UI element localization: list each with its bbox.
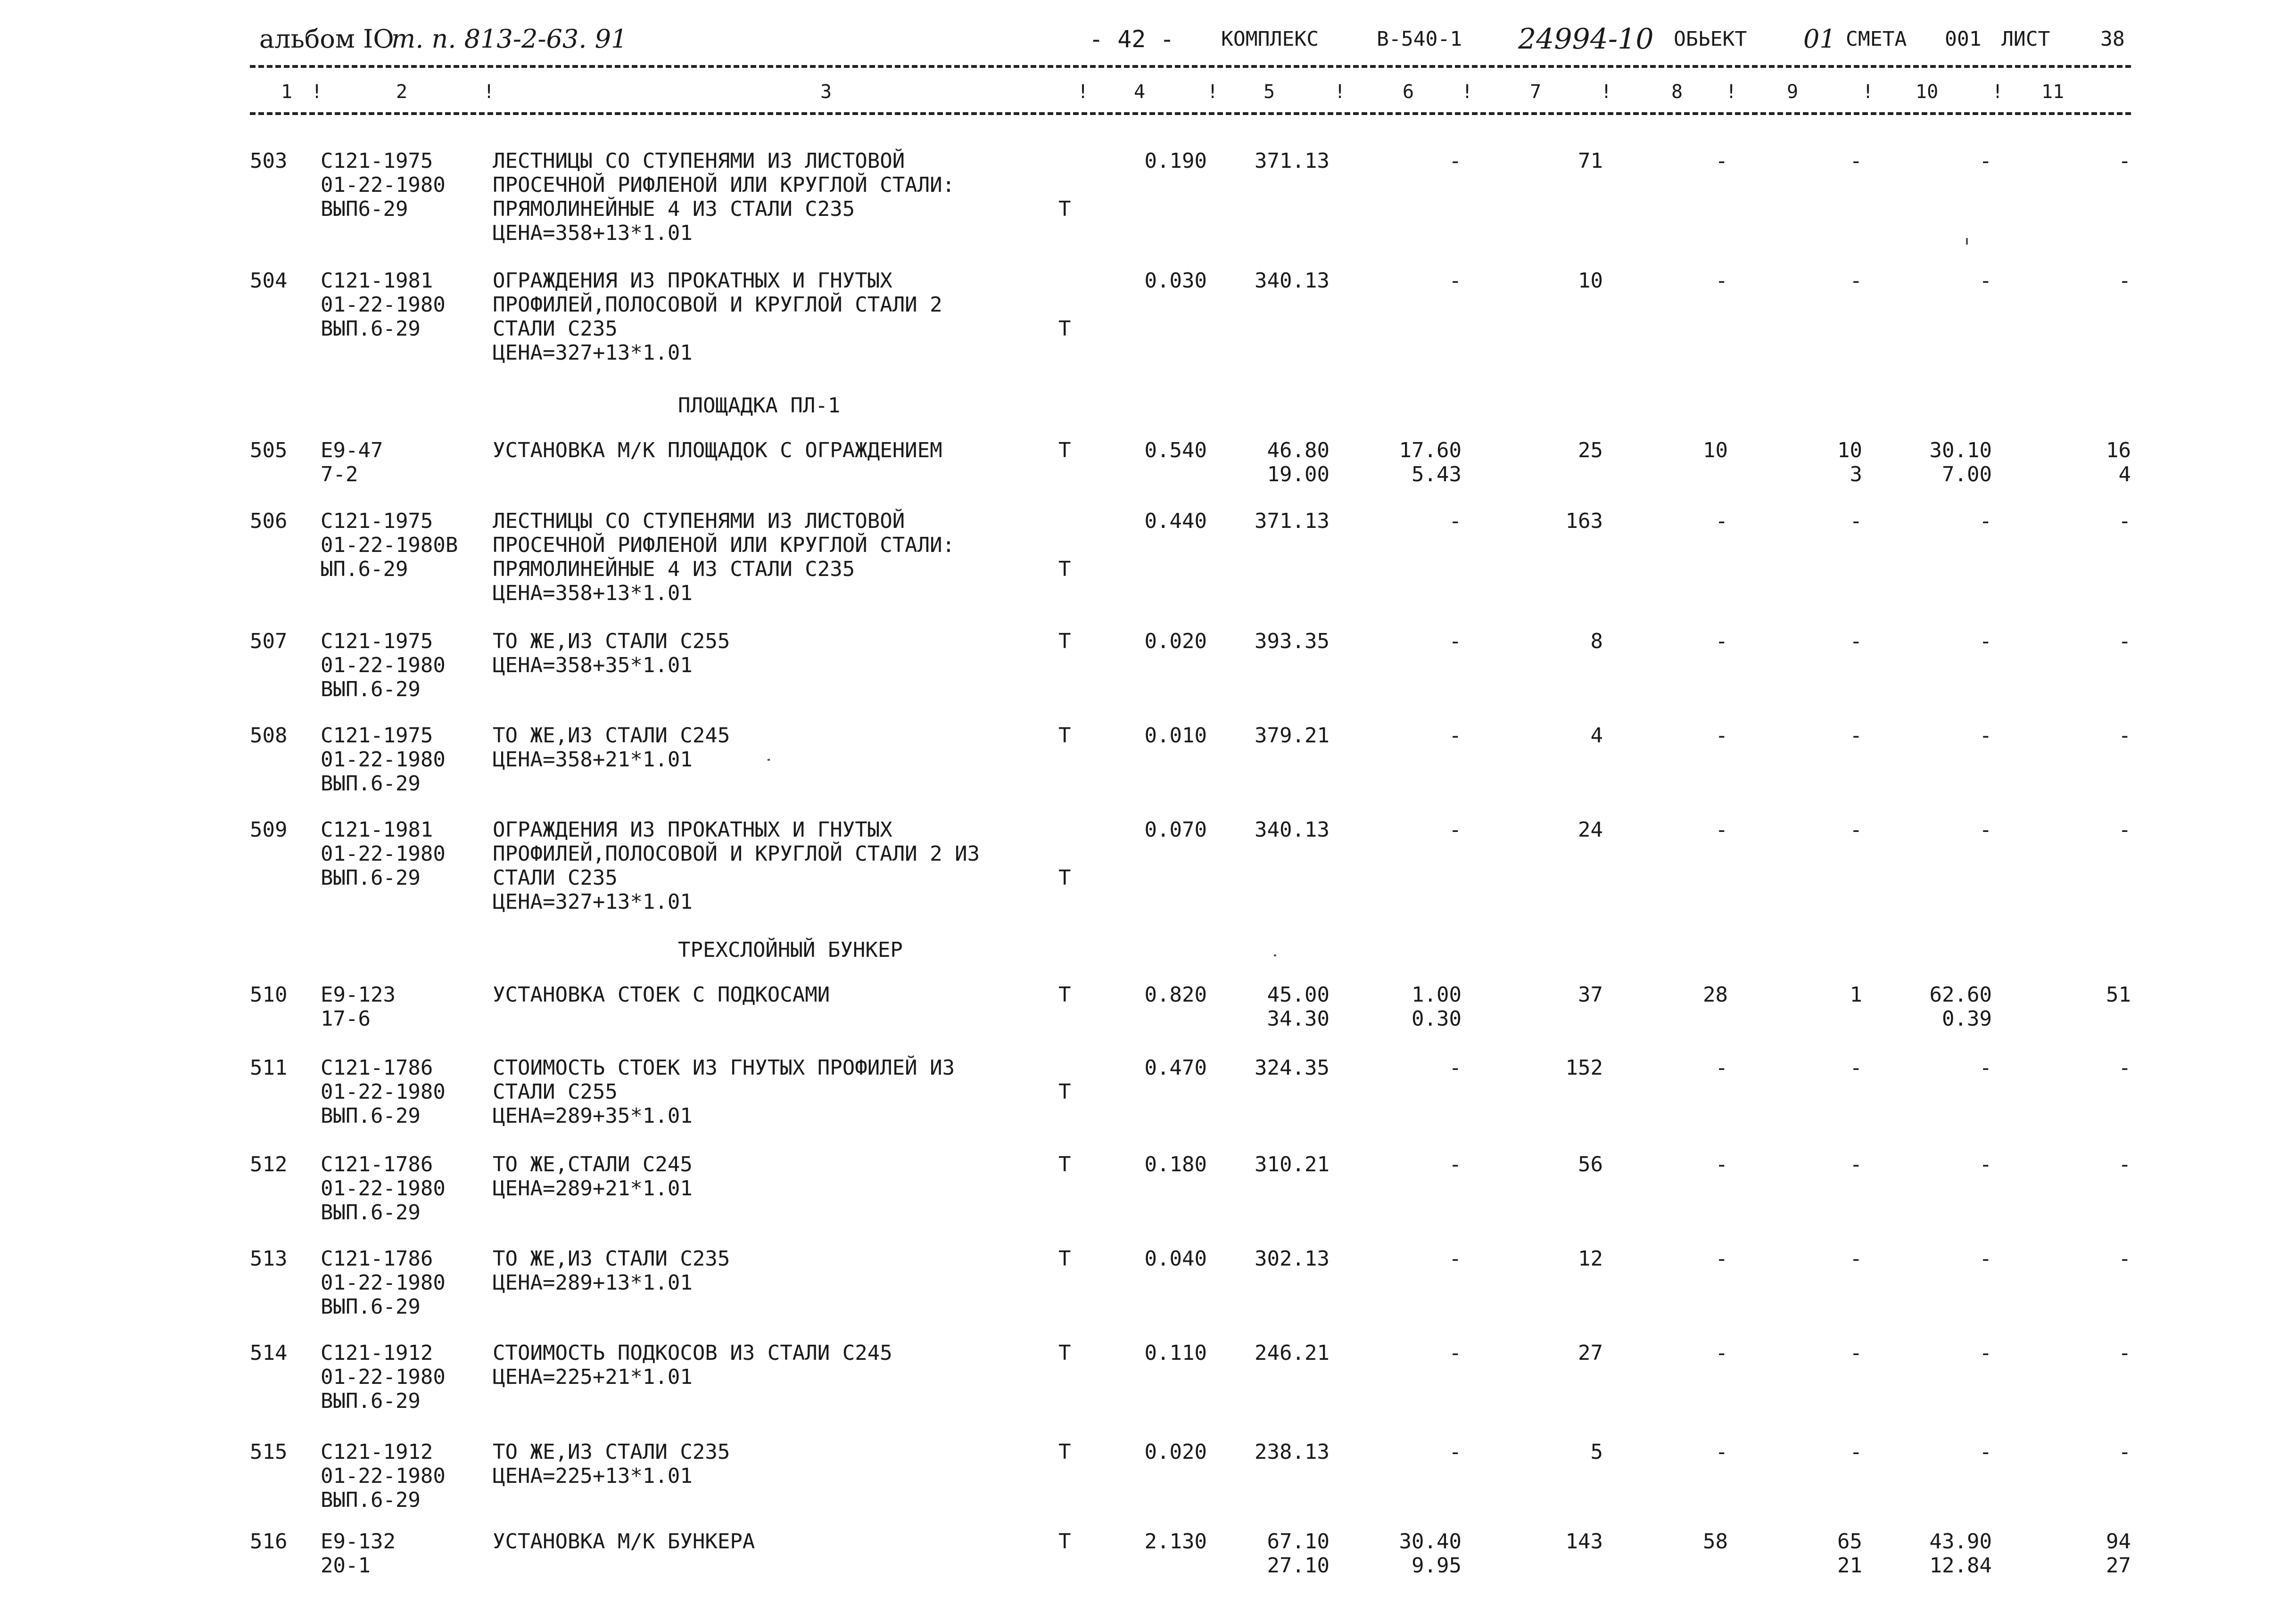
value-c9: - <box>1850 509 1862 533</box>
value-c11: - <box>2118 1440 2131 1464</box>
norm-code: ВЫП.6-29 <box>321 1389 421 1413</box>
unit: Т <box>1058 866 1071 890</box>
unit: Т <box>1058 438 1071 462</box>
norm-code: Е9-123 <box>321 983 396 1007</box>
norm-code: 01-22-1980 <box>321 748 446 772</box>
work-description: ПРОФИЛЕЙ,ПОЛОСОВОЙ И КРУГЛОЙ СТАЛИ 2 <box>493 293 942 317</box>
value-c6: - <box>1449 629 1462 653</box>
value-c8: 58 <box>1703 1530 1728 1554</box>
column-header-8: 8 <box>1671 81 1683 103</box>
value-c11: 4 <box>2118 462 2131 486</box>
value-c9: - <box>1850 1247 1862 1271</box>
value-c8: - <box>1715 1056 1728 1080</box>
value-c8: - <box>1715 1152 1728 1176</box>
column-separator: ! <box>1462 81 1473 103</box>
value-c6: - <box>1449 269 1462 293</box>
unit: Т <box>1058 197 1071 221</box>
value-c11: 94 <box>2106 1530 2131 1554</box>
value-c6: 1.00 <box>1412 983 1462 1007</box>
unit: Т <box>1058 1247 1071 1271</box>
value-c8: - <box>1715 509 1728 533</box>
column-header-10: 10 <box>1916 81 1939 103</box>
work-description: ЦЕНА=289+35*1.01 <box>493 1104 693 1128</box>
value-c5: 310.21 <box>1255 1152 1330 1176</box>
value-c10: - <box>1979 1152 1992 1176</box>
value-c7: 56 <box>1578 1152 1603 1176</box>
value-c11: - <box>2118 1152 2131 1176</box>
value-c10: 0.39 <box>1942 1007 1992 1031</box>
value-c7: 152 <box>1565 1056 1603 1080</box>
value-c7: 27 <box>1578 1341 1603 1365</box>
norm-code: ВЫП6-29 <box>321 197 408 221</box>
value-c10: 43.90 <box>1929 1530 1992 1554</box>
value-c5: 67.10 <box>1267 1530 1330 1554</box>
value-c10: - <box>1979 1440 1992 1464</box>
column-header-5: 5 <box>1264 81 1275 103</box>
smeta-label: СМЕТА <box>1846 27 1907 51</box>
unit: Т <box>1058 1341 1071 1365</box>
value-c7: 12 <box>1578 1247 1603 1271</box>
value-c7: 71 <box>1578 149 1603 173</box>
value-c5: 340.13 <box>1255 818 1330 842</box>
work-description: ЛЕСТНИЦЫ СО СТУПЕНЯМИ ИЗ ЛИСТОВОЙ <box>493 149 905 173</box>
value-c9: - <box>1850 818 1862 842</box>
work-description: СТОИМОСТЬ ПОДКОСОВ ИЗ СТАЛИ С245 <box>493 1341 892 1365</box>
value-c9: 10 <box>1837 438 1862 462</box>
column-header-6: 6 <box>1403 81 1414 103</box>
value-c10: - <box>1979 1056 1992 1080</box>
work-description: ЛЕСТНИЦЫ СО СТУПЕНЯМИ ИЗ ЛИСТОВОЙ <box>493 509 905 533</box>
unit: Т <box>1058 629 1071 653</box>
work-description: ОГРАЖДЕНИЯ ИЗ ПРОКАТНЫХ И ГНУТЫХ <box>493 818 892 842</box>
quantity: 0.040 <box>1144 1247 1207 1271</box>
quantity: 0.440 <box>1144 509 1207 533</box>
value-c11: - <box>2118 509 2131 533</box>
value-c9: - <box>1850 269 1862 293</box>
norm-code: ВЫП.6-29 <box>321 1295 421 1319</box>
value-c7: 5 <box>1590 1440 1603 1464</box>
value-c10: 30.10 <box>1929 438 1992 462</box>
norm-code: 20-1 <box>321 1554 371 1578</box>
column-separator: ! <box>1207 81 1219 103</box>
work-description: СТАЛИ С235 <box>493 317 618 341</box>
value-c10: 62.60 <box>1929 983 1992 1007</box>
work-description: ЦЕНА=358+35*1.01 <box>493 653 693 677</box>
norm-code: С121-1975 <box>321 629 433 653</box>
column-header-9: 9 <box>1787 81 1799 103</box>
norm-code: С121-1786 <box>321 1152 433 1176</box>
value-c6: 30.40 <box>1399 1530 1462 1554</box>
work-description: ТО ЖЕ,ИЗ СТАЛИ С255 <box>493 629 730 653</box>
value-c6: - <box>1449 1247 1462 1271</box>
value-c5: 27.10 <box>1267 1554 1330 1578</box>
value-c10: - <box>1979 1247 1992 1271</box>
column-header-2: 2 <box>396 81 408 103</box>
norm-code: 01-22-1980 <box>321 1464 446 1488</box>
value-c6: 5.43 <box>1412 462 1462 486</box>
complex-code: В-540-1 <box>1377 27 1462 51</box>
value-c5: 302.13 <box>1255 1247 1330 1271</box>
quantity: 0.190 <box>1144 149 1207 173</box>
value-c6: - <box>1449 818 1462 842</box>
column-header-7: 7 <box>1530 81 1542 103</box>
row-number: 510 <box>250 983 288 1007</box>
value-c5: 324.35 <box>1255 1056 1330 1080</box>
value-c9: - <box>1850 629 1862 653</box>
value-c10: - <box>1979 269 1992 293</box>
work-description: ПРОСЕЧНОЙ РИФЛЕНОЙ ИЛИ КРУГЛОЙ СТАЛИ: <box>493 173 955 197</box>
value-c6: 17.60 <box>1399 438 1462 462</box>
project-number: 24994-10 <box>1518 23 1654 56</box>
value-c11: 27 <box>2106 1554 2131 1578</box>
norm-code: 17-6 <box>321 1007 371 1031</box>
header-rule-bottom <box>250 112 2131 115</box>
norm-code: ВЫП.6-29 <box>321 1201 421 1225</box>
value-c8: - <box>1715 818 1728 842</box>
value-c8: - <box>1715 724 1728 748</box>
unit: Т <box>1058 557 1071 581</box>
value-c10: - <box>1979 818 1992 842</box>
norm-code: 01-22-1980 <box>321 293 446 317</box>
value-c9: 3 <box>1850 462 1862 486</box>
value-c8: - <box>1715 149 1728 173</box>
value-c11: - <box>2118 269 2131 293</box>
value-c7: 163 <box>1565 509 1603 533</box>
norm-code: С121-1981 <box>321 818 433 842</box>
value-c6: - <box>1449 724 1462 748</box>
value-c11: 16 <box>2106 438 2131 462</box>
value-c5: 19.00 <box>1267 462 1330 486</box>
norm-code: С121-1912 <box>321 1341 433 1365</box>
work-description: ЦЕНА=327+13*1.01 <box>493 890 693 914</box>
work-description: УСТАНОВКА СТОЕК С ПОДКОСАМИ <box>493 983 830 1007</box>
value-c8: 28 <box>1703 983 1728 1007</box>
quantity: 0.070 <box>1144 818 1207 842</box>
value-c10: 12.84 <box>1929 1554 1992 1578</box>
row-number: 512 <box>250 1152 288 1176</box>
norm-code: С121-1912 <box>321 1440 433 1464</box>
norm-code: ВЫП.6-29 <box>321 866 421 890</box>
work-description: ЦЕНА=225+13*1.01 <box>493 1464 693 1488</box>
quantity: 0.820 <box>1144 983 1207 1007</box>
work-description: ПРОФИЛЕЙ,ПОЛОСОВОЙ И КРУГЛОЙ СТАЛИ 2 ИЗ <box>493 842 980 866</box>
value-c9: - <box>1850 1152 1862 1176</box>
work-description: ТО ЖЕ,СТАЛИ С245 <box>493 1152 693 1176</box>
value-c11: - <box>2118 1056 2131 1080</box>
value-c11: - <box>2118 818 2131 842</box>
row-number: 511 <box>250 1056 288 1080</box>
column-separator: ! <box>311 81 323 103</box>
norm-code: Е9-132 <box>321 1530 396 1554</box>
norm-code: ЫП.6-29 <box>321 557 408 581</box>
row-number: 514 <box>250 1341 288 1365</box>
value-c5: 371.13 <box>1255 149 1330 173</box>
value-c11: 51 <box>2106 983 2131 1007</box>
value-c8: - <box>1715 269 1728 293</box>
value-c11: - <box>2118 149 2131 173</box>
unit: Т <box>1058 317 1071 341</box>
value-c10: - <box>1979 509 1992 533</box>
work-description: ЦЕНА=358+13*1.01 <box>493 221 693 245</box>
value-c11: - <box>2118 1341 2131 1365</box>
quantity: 0.110 <box>1144 1341 1207 1365</box>
work-description: УСТАНОВКА М/К ПЛОЩАДОК С ОГРАЖДЕНИЕМ <box>493 438 942 462</box>
complex-label: КОМПЛЕКС <box>1221 27 1319 51</box>
value-c6: - <box>1449 1440 1462 1464</box>
value-c11: - <box>2118 629 2131 653</box>
work-description: ОГРАЖДЕНИЯ ИЗ ПРОКАТНЫХ И ГНУТЫХ <box>493 269 892 293</box>
norm-code: С121-1975 <box>321 149 433 173</box>
value-c7: 10 <box>1578 269 1603 293</box>
value-c10: - <box>1979 1341 1992 1365</box>
norm-code: Е9-47 <box>321 438 383 462</box>
object-number: 01 <box>1803 24 1836 54</box>
column-separator: ! <box>1334 81 1346 103</box>
row-number: 505 <box>250 438 288 462</box>
value-c6: - <box>1449 1341 1462 1365</box>
row-number: 516 <box>250 1530 288 1554</box>
value-c6: 0.30 <box>1412 1007 1462 1031</box>
norm-code: С121-1786 <box>321 1247 433 1271</box>
row-number: 509 <box>250 818 288 842</box>
sheet-number: 38 <box>2100 27 2125 51</box>
work-description: ПРОСЕЧНОЙ РИФЛЕНОЙ ИЛИ КРУГЛОЙ СТАЛИ: <box>493 533 955 557</box>
work-description: УСТАНОВКА М/К БУНКЕРА <box>493 1530 755 1554</box>
value-c10: - <box>1979 149 1992 173</box>
quantity: 0.020 <box>1144 1440 1207 1464</box>
norm-code: ВЫП.6-29 <box>321 677 421 701</box>
value-c5: 340.13 <box>1255 269 1330 293</box>
unit: Т <box>1058 1080 1071 1104</box>
sheet-label: ЛИСТ <box>2001 27 2050 51</box>
column-separator: ! <box>1992 81 2004 103</box>
section-title-platform: ПЛОЩАДКА ПЛ-1 <box>678 394 841 418</box>
value-c9: 65 <box>1837 1530 1862 1554</box>
value-c8: - <box>1715 629 1728 653</box>
column-separator: ! <box>1077 81 1089 103</box>
value-c9: 1 <box>1850 983 1862 1007</box>
unit: Т <box>1058 1440 1071 1464</box>
value-c5: 45.00 <box>1267 983 1330 1007</box>
quantity: 0.470 <box>1144 1056 1207 1080</box>
norm-code: С121-1975 <box>321 509 433 533</box>
work-description: ЦЕНА=289+21*1.01 <box>493 1176 693 1201</box>
value-c5: 246.21 <box>1255 1341 1330 1365</box>
work-description: ТО ЖЕ,ИЗ СТАЛИ С235 <box>493 1247 730 1271</box>
value-c5: 238.13 <box>1255 1440 1330 1464</box>
smeta-number: 001 <box>1945 27 1982 51</box>
norm-code: 7-2 <box>321 462 358 486</box>
column-header-3: 3 <box>820 81 832 103</box>
row-number: 507 <box>250 629 288 653</box>
work-description: СТАЛИ С235 <box>493 866 618 890</box>
value-c11: - <box>2118 1247 2131 1271</box>
work-description: ПРЯМОЛИНЕЙНЫЕ 4 ИЗ СТАЛИ С235 <box>493 197 855 221</box>
value-c10: - <box>1979 724 1992 748</box>
row-number: 506 <box>250 509 288 533</box>
work-description: СТАЛИ С255 <box>493 1080 618 1104</box>
value-c7: 24 <box>1578 818 1603 842</box>
value-c5: 34.30 <box>1267 1007 1330 1031</box>
value-c8: - <box>1715 1341 1728 1365</box>
norm-code: 01-22-1980 <box>321 173 446 197</box>
norm-code: ВЫП.6-29 <box>321 772 421 796</box>
value-c7: 37 <box>1578 983 1603 1007</box>
work-description: ТО ЖЕ,ИЗ СТАЛИ С245 <box>493 724 730 748</box>
unit: Т <box>1058 724 1071 748</box>
scan-mark <box>1966 238 1968 245</box>
norm-code: 01-22-1980 <box>321 1080 446 1104</box>
norm-code: 01-22-1980 <box>321 842 446 866</box>
norm-code: 01-22-1980 <box>321 1271 446 1295</box>
value-c6: - <box>1449 1056 1462 1080</box>
value-c6: - <box>1449 509 1462 533</box>
tp-code: т. п. 813-2-63. 91 <box>391 24 628 54</box>
value-c11: - <box>2118 724 2131 748</box>
quantity: 2.130 <box>1144 1530 1207 1554</box>
quantity: 0.020 <box>1144 629 1207 653</box>
norm-code: С121-1975 <box>321 724 433 748</box>
value-c6: 9.95 <box>1412 1554 1462 1578</box>
value-c8: 10 <box>1703 438 1728 462</box>
work-description: ЦЕНА=358+13*1.01 <box>493 581 693 605</box>
value-c9: - <box>1850 1056 1862 1080</box>
norm-code: 01-22-1980 <box>321 1365 446 1389</box>
section-title-bunker: ТРЕХСЛОЙНЫЙ БУНКЕР <box>678 938 903 962</box>
work-description: ТО ЖЕ,ИЗ СТАЛИ С235 <box>493 1440 730 1464</box>
quantity: 0.540 <box>1144 438 1207 462</box>
column-separator: ! <box>1601 81 1612 103</box>
value-c9: - <box>1850 724 1862 748</box>
work-description: ЦЕНА=327+13*1.01 <box>493 341 693 365</box>
column-separator: ! <box>483 81 495 103</box>
norm-code: ВЫП.6-29 <box>321 317 421 341</box>
work-description: ЦЕНА=358+21*1.01 <box>493 748 693 772</box>
quantity: 0.030 <box>1144 269 1207 293</box>
norm-code: С121-1981 <box>321 269 433 293</box>
work-description: ПРЯМОЛИНЕЙНЫЕ 4 ИЗ СТАЛИ С235 <box>493 557 855 581</box>
unit: Т <box>1058 1152 1071 1176</box>
scan-mark <box>1274 954 1276 956</box>
value-c9: 21 <box>1837 1554 1862 1578</box>
value-c9: - <box>1850 1341 1862 1365</box>
value-c7: 143 <box>1565 1530 1603 1554</box>
column-separator: ! <box>1726 81 1737 103</box>
value-c6: - <box>1449 149 1462 173</box>
row-number: 513 <box>250 1247 288 1271</box>
work-description: ЦЕНА=225+21*1.01 <box>493 1365 693 1389</box>
quantity: 0.180 <box>1144 1152 1207 1176</box>
album-label: альбом IO <box>259 24 394 54</box>
value-c5: 371.13 <box>1255 509 1330 533</box>
value-c9: - <box>1850 149 1862 173</box>
row-number: 503 <box>250 149 288 173</box>
column-header-11: 11 <box>2041 81 2065 103</box>
column-header-4: 4 <box>1134 81 1146 103</box>
norm-code: 01-22-1980 <box>321 653 446 677</box>
work-description: ЦЕНА=289+13*1.01 <box>493 1271 693 1295</box>
value-c6: - <box>1449 1152 1462 1176</box>
unit: Т <box>1058 983 1071 1007</box>
norm-code: ВЫП.6-29 <box>321 1104 421 1128</box>
value-c10: - <box>1979 629 1992 653</box>
value-c5: 393.35 <box>1255 629 1330 653</box>
value-c7: 8 <box>1590 629 1603 653</box>
value-c10: 7.00 <box>1942 462 1992 486</box>
row-number: 508 <box>250 724 288 748</box>
object-label: ОБЬЕКТ <box>1674 27 1747 51</box>
scan-mark <box>768 759 770 761</box>
norm-code: 01-22-1980 <box>321 1176 446 1201</box>
quantity: 0.010 <box>1144 724 1207 748</box>
value-c5: 46.80 <box>1267 438 1330 462</box>
norm-code: ВЫП.6-29 <box>321 1488 421 1512</box>
value-c5: 379.21 <box>1255 724 1330 748</box>
row-number: 504 <box>250 269 288 293</box>
value-c7: 4 <box>1590 724 1603 748</box>
column-header-1: 1 <box>281 81 293 103</box>
work-description: СТОИМОСТЬ СТОЕК ИЗ ГНУТЫХ ПРОФИЛЕЙ ИЗ <box>493 1056 955 1080</box>
value-c7: 25 <box>1578 438 1603 462</box>
norm-code: 01-22-1980В <box>321 533 458 557</box>
norm-code: С121-1786 <box>321 1056 433 1080</box>
header-rule-top <box>250 65 2131 68</box>
column-separator: ! <box>1862 81 1874 103</box>
unit: Т <box>1058 1530 1071 1554</box>
page-number: - 42 - <box>1089 25 1174 53</box>
value-c8: - <box>1715 1440 1728 1464</box>
value-c9: - <box>1850 1440 1862 1464</box>
row-number: 515 <box>250 1440 288 1464</box>
value-c8: - <box>1715 1247 1728 1271</box>
